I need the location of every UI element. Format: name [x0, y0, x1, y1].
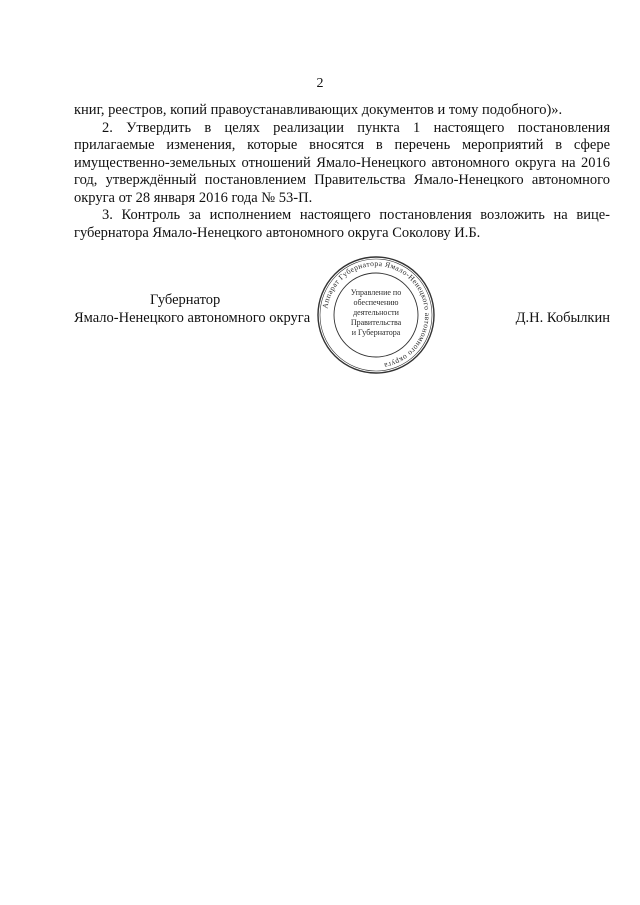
seal-center-text	[338, 288, 414, 338]
document-body	[74, 102, 610, 242]
seal-ring-text: Аппарат Губернатора Ямало-Ненецкого автономного округа	[320, 258, 433, 371]
seal-line: Правительства	[350, 318, 402, 327]
signature-org: Ямало-Ненецкого автономного округа	[74, 310, 311, 326]
paragraph-continuation: книг, реестров, копий правоустанавливающих документов и тому подобного)».	[74, 102, 563, 118]
paragraph-2: 2. Утвердить в целях реализации пункта 1 настоящего постановления прилагаемые изменения, которые вносятся в перечень мероприятий в сфере имущественно-земельных отношений Ямало-Ненецкого автономного округа на 2016 год, утверждённый постановлением Правительства Ямало-Ненецкого автономного округа от 28 января 2016 года № 53-П.	[74, 119, 610, 206]
seal-line: обеспечению	[353, 298, 399, 307]
seal-line: Управление по	[350, 288, 402, 297]
seal-line: и Губернатора	[351, 328, 401, 337]
page-number: 2	[316, 76, 324, 91]
official-seal	[316, 255, 436, 375]
signature-name: Д.Н. Кобылкин	[515, 310, 610, 326]
seal-line: деятельности	[353, 308, 399, 317]
paragraph-3: 3. Контроль за исполнением настоящего постановления возложить на вице-губернатора Ямало-Ненецкого автономного округа Соколову И.Б.	[74, 207, 610, 241]
signature-title: Губернатор	[150, 292, 221, 308]
